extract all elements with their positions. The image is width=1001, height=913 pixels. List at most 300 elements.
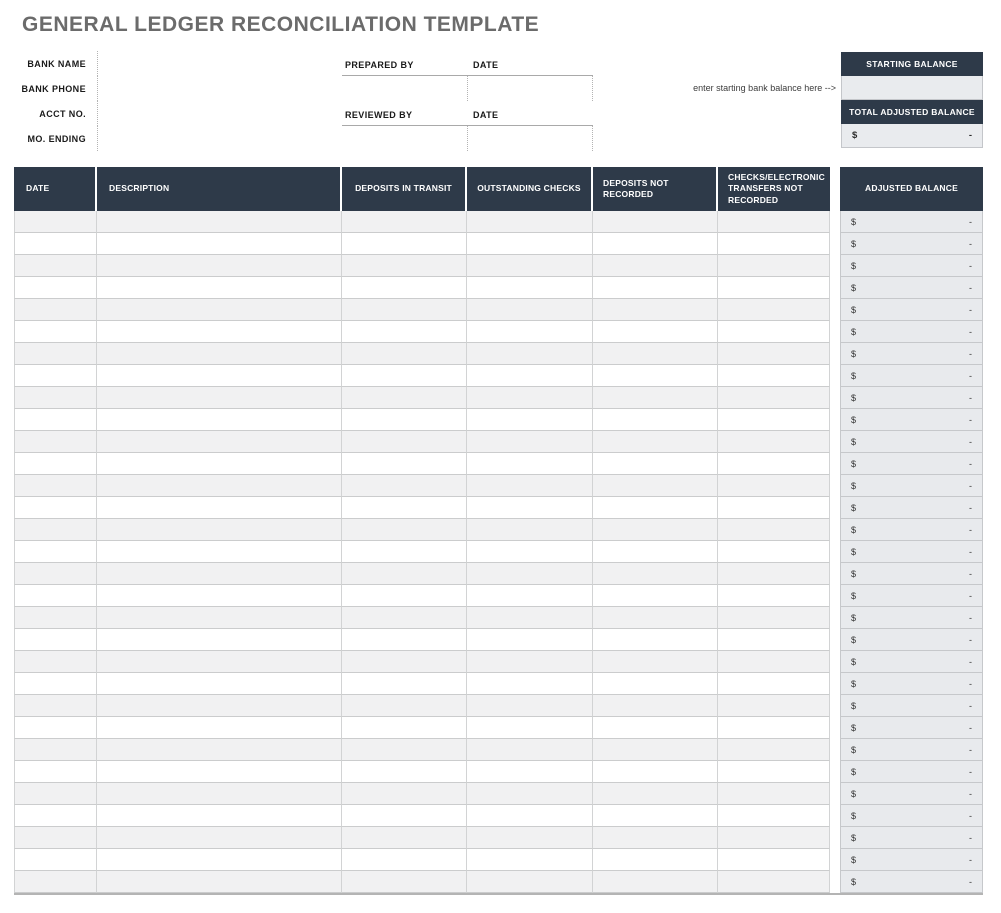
currency-symbol: $ (851, 788, 857, 799)
ledger-cell[interactable] (718, 211, 830, 233)
ledger-cell[interactable] (467, 585, 593, 607)
ledger-cell[interactable] (342, 475, 467, 497)
ledger-cell[interactable] (593, 805, 718, 827)
ledger-cell[interactable] (342, 783, 467, 805)
adjusted-balance-cell (840, 585, 983, 607)
bank-name-label: BANK NAME (27, 58, 86, 69)
ledger-cell[interactable] (14, 475, 97, 497)
ledger-cell[interactable] (14, 585, 97, 607)
column-gap (830, 519, 840, 541)
adjusted-balance-cell (840, 453, 983, 475)
ledger-cell[interactable] (467, 343, 593, 365)
adjusted-balance-value: - (969, 700, 972, 711)
bank-phone-input[interactable] (98, 76, 340, 101)
column-gap (830, 871, 840, 893)
ledger-cell[interactable] (718, 695, 830, 717)
ledger-cell[interactable] (342, 211, 467, 233)
ledger-cell[interactable] (593, 651, 718, 673)
ledger-cell[interactable] (467, 541, 593, 563)
ledger-cell[interactable] (97, 695, 342, 717)
ledger-cell[interactable] (97, 651, 342, 673)
ledger-cell[interactable] (97, 585, 342, 607)
adjusted-balance-value: - (969, 854, 972, 865)
table-row (14, 563, 983, 585)
ledger-cell[interactable] (593, 607, 718, 629)
ledger-cell[interactable] (467, 717, 593, 739)
column-gap (830, 167, 840, 211)
column-gap (830, 497, 840, 519)
ledger-cell[interactable] (342, 299, 467, 321)
adjusted-balance-cell (840, 629, 983, 651)
ledger-cell[interactable] (14, 695, 97, 717)
reviewed-by-label: REVIEWED BY (345, 110, 413, 120)
prepared-date-input[interactable] (468, 76, 593, 101)
ledger-cell[interactable] (467, 233, 593, 255)
ledger-cell[interactable] (14, 761, 97, 783)
ledger-cell[interactable] (718, 431, 830, 453)
adjusted-balance-cell (840, 783, 983, 805)
adjusted-balance-value: - (969, 348, 972, 359)
ledger-cell[interactable] (342, 827, 467, 849)
prepared-date-label: DATE (473, 60, 499, 70)
column-gap (830, 827, 840, 849)
adjusted-balance-cell (840, 541, 983, 563)
ledger-cell[interactable] (718, 365, 830, 387)
ledger-cell[interactable] (14, 343, 97, 365)
ledger-cell[interactable] (593, 761, 718, 783)
currency-symbol: $ (851, 458, 857, 469)
ledger-cell[interactable] (342, 497, 467, 519)
ledger-cell[interactable] (342, 871, 467, 893)
ledger-cell[interactable] (467, 475, 593, 497)
ledger-cell[interactable] (593, 717, 718, 739)
column-gap (830, 761, 840, 783)
table-row (14, 387, 983, 409)
adjusted-balance-value: - (969, 480, 972, 491)
ledger-cell[interactable] (97, 673, 342, 695)
ledger-cell[interactable] (467, 211, 593, 233)
column-gap (830, 255, 840, 277)
currency-symbol: $ (851, 810, 857, 821)
table-row (14, 497, 983, 519)
ledger-cell[interactable] (14, 563, 97, 585)
ledger-cell[interactable] (97, 827, 342, 849)
ledger-cell[interactable] (718, 673, 830, 695)
total-adjusted-balance-cell (841, 124, 983, 148)
ledger-cell[interactable] (14, 453, 97, 475)
column-header-adjusted-balance: ADJUSTED BALANCE (840, 167, 983, 211)
ledger-cell[interactable] (342, 233, 467, 255)
ledger-cell[interactable] (467, 673, 593, 695)
ledger-cell[interactable] (467, 365, 593, 387)
adjusted-balance-value: - (969, 568, 972, 579)
currency-symbol: $ (851, 854, 857, 865)
ledger-cell[interactable] (14, 519, 97, 541)
ledger-cell[interactable] (97, 277, 342, 299)
ledger-cell[interactable] (467, 827, 593, 849)
ledger-cell[interactable] (718, 761, 830, 783)
ledger-cell[interactable] (593, 585, 718, 607)
ledger-cell[interactable] (718, 497, 830, 519)
ledger-cell[interactable] (97, 343, 342, 365)
ledger-cell[interactable] (97, 431, 342, 453)
ledger-cell[interactable] (467, 783, 593, 805)
ledger-cell[interactable] (14, 541, 97, 563)
ledger-body (14, 211, 983, 895)
adjusted-balance-cell (840, 299, 983, 321)
column-gap (830, 783, 840, 805)
ledger-cell[interactable] (593, 541, 718, 563)
ledger-cell[interactable] (97, 739, 342, 761)
ledger-cell[interactable] (14, 673, 97, 695)
ledger-cell[interactable] (718, 541, 830, 563)
ledger-cell[interactable] (593, 453, 718, 475)
adjusted-balance-value: - (969, 216, 972, 227)
table-row (14, 277, 983, 299)
ledger-cell[interactable] (718, 343, 830, 365)
table-row (14, 475, 983, 497)
ledger-cell[interactable] (593, 255, 718, 277)
ledger-cell[interactable] (342, 321, 467, 343)
prepared-by-group (342, 55, 593, 101)
reviewed-date-label: DATE (473, 110, 499, 120)
ledger-cell[interactable] (342, 431, 467, 453)
ledger-cell[interactable] (718, 629, 830, 651)
ledger-cell[interactable] (467, 299, 593, 321)
ledger-cell[interactable] (14, 277, 97, 299)
adjusted-balance-value: - (969, 590, 972, 601)
column-gap (830, 739, 840, 761)
column-gap (830, 299, 840, 321)
adjusted-balance-cell (840, 321, 983, 343)
ledger-cell[interactable] (467, 739, 593, 761)
ledger-cell[interactable] (593, 497, 718, 519)
ledger-cell[interactable] (718, 255, 830, 277)
ledger-cell[interactable] (718, 563, 830, 585)
ledger-cell[interactable] (718, 717, 830, 739)
ledger-cell[interactable] (718, 783, 830, 805)
table-row (14, 453, 983, 475)
adjusted-balance-cell (840, 409, 983, 431)
ledger-cell[interactable] (342, 585, 467, 607)
adjusted-balance-cell (840, 233, 983, 255)
ledger-cell[interactable] (593, 365, 718, 387)
ledger-cell[interactable] (593, 783, 718, 805)
ledger-cell[interactable] (467, 519, 593, 541)
ledger-cell[interactable] (14, 387, 97, 409)
adjusted-balance-value: - (969, 502, 972, 513)
ledger-cell[interactable] (593, 673, 718, 695)
mo-ending-input[interactable] (98, 126, 340, 151)
currency-symbol: $ (851, 678, 857, 689)
ledger-cell[interactable] (342, 695, 467, 717)
starting-balance-header: STARTING BALANCE (841, 52, 983, 76)
ledger-cell[interactable] (97, 541, 342, 563)
ledger-cell[interactable] (342, 607, 467, 629)
ledger-cell[interactable] (467, 255, 593, 277)
adjusted-balance-cell (840, 343, 983, 365)
ledger-cell[interactable] (14, 629, 97, 651)
ledger-cell[interactable] (467, 497, 593, 519)
ledger-cell[interactable] (14, 607, 97, 629)
column-header-date: DATE (14, 167, 97, 211)
ledger-cell[interactable] (342, 673, 467, 695)
column-gap (830, 695, 840, 717)
ledger-cell[interactable] (467, 871, 593, 893)
adjusted-balance-cell (840, 761, 983, 783)
ledger-cell[interactable] (342, 739, 467, 761)
ledger-cell[interactable] (718, 651, 830, 673)
ledger-cell[interactable] (97, 761, 342, 783)
column-gap (830, 475, 840, 497)
dotted-divider (86, 126, 98, 151)
ledger-cell[interactable] (97, 629, 342, 651)
ledger-cell[interactable] (593, 827, 718, 849)
ledger-cell[interactable] (14, 431, 97, 453)
ledger-cell[interactable] (467, 453, 593, 475)
ledger-cell[interactable] (97, 299, 342, 321)
ledger-cell[interactable] (593, 695, 718, 717)
ledger-cell[interactable] (593, 563, 718, 585)
ledger-cell[interactable] (593, 211, 718, 233)
ledger-cell[interactable] (467, 761, 593, 783)
ledger-cell[interactable] (14, 321, 97, 343)
currency-symbol: $ (851, 348, 857, 359)
currency-symbol: $ (851, 656, 857, 667)
ledger-cell[interactable] (593, 629, 718, 651)
table-row (14, 739, 983, 761)
ledger-cell[interactable] (718, 299, 830, 321)
ledger-cell[interactable] (14, 871, 97, 893)
ledger-cell[interactable] (593, 739, 718, 761)
ledger-cell[interactable] (467, 651, 593, 673)
ledger-cell[interactable] (97, 387, 342, 409)
ledger-cell[interactable] (718, 277, 830, 299)
ledger-cell[interactable] (97, 409, 342, 431)
ledger-cell[interactable] (718, 849, 830, 871)
adjusted-balance-value: - (969, 326, 972, 337)
ledger-cell[interactable] (342, 563, 467, 585)
ledger-cell[interactable] (467, 321, 593, 343)
adjusted-balance-cell (840, 695, 983, 717)
ledger-cell[interactable] (14, 717, 97, 739)
column-gap (830, 805, 840, 827)
total-adjusted-balance-value: - (968, 130, 972, 141)
ledger-cell[interactable] (97, 365, 342, 387)
ledger-cell[interactable] (14, 783, 97, 805)
ledger-cell[interactable] (718, 827, 830, 849)
table-row (14, 673, 983, 695)
reviewed-by-input[interactable] (342, 126, 468, 151)
adjusted-balance-cell (840, 607, 983, 629)
ledger-cell[interactable] (14, 233, 97, 255)
ledger-cell[interactable] (97, 805, 342, 827)
ledger-cell[interactable] (14, 827, 97, 849)
ledger-cell[interactable] (718, 871, 830, 893)
ledger-cell[interactable] (14, 299, 97, 321)
table-row (14, 805, 983, 827)
adjusted-balance-value: - (969, 810, 972, 821)
ledger-cell[interactable] (14, 849, 97, 871)
ledger-cell[interactable] (342, 805, 467, 827)
ledger-cell[interactable] (342, 365, 467, 387)
ledger-cell[interactable] (467, 805, 593, 827)
ledger-cell[interactable] (97, 255, 342, 277)
ledger-cell[interactable] (593, 233, 718, 255)
currency-symbol: $ (851, 568, 857, 579)
ledger-cell[interactable] (342, 409, 467, 431)
ledger-cell[interactable] (593, 519, 718, 541)
currency-symbol: $ (851, 546, 857, 557)
ledger-cell[interactable] (97, 211, 342, 233)
ledger-cell[interactable] (718, 409, 830, 431)
ledger-cell[interactable] (718, 475, 830, 497)
ledger-cell[interactable] (342, 629, 467, 651)
ledger-cell[interactable] (342, 255, 467, 277)
ledger-cell[interactable] (593, 871, 718, 893)
reviewed-date-input[interactable] (468, 126, 593, 151)
adjusted-balance-cell (840, 497, 983, 519)
column-gap (830, 717, 840, 739)
ledger-cell[interactable] (342, 343, 467, 365)
ledger-cell[interactable] (718, 805, 830, 827)
ledger-cell[interactable] (467, 431, 593, 453)
ledger-cell[interactable] (467, 849, 593, 871)
ledger-cell[interactable] (97, 563, 342, 585)
column-header-deposits-not-recorded: DEPOSITS NOT RECORDED (593, 167, 718, 211)
starting-balance-input[interactable] (841, 76, 983, 100)
ledger-cell[interactable] (97, 321, 342, 343)
table-row (14, 233, 983, 255)
table-row (14, 827, 983, 849)
ledger-cell[interactable] (342, 541, 467, 563)
ledger-cell[interactable] (718, 739, 830, 761)
currency-symbol: $ (851, 480, 857, 491)
ledger-cell[interactable] (14, 497, 97, 519)
bank-info-block (0, 51, 340, 151)
dotted-divider (86, 51, 98, 76)
ledger-cell[interactable] (467, 629, 593, 651)
ledger-cell[interactable] (14, 805, 97, 827)
ledger-cell[interactable] (97, 607, 342, 629)
ledger-cell[interactable] (342, 849, 467, 871)
ledger-cell[interactable] (593, 343, 718, 365)
table-row (14, 607, 983, 629)
table-row (14, 783, 983, 805)
ledger-cell[interactable] (467, 387, 593, 409)
ledger-cell[interactable] (342, 277, 467, 299)
prepared-by-input[interactable] (342, 76, 468, 101)
ledger-cell[interactable] (342, 717, 467, 739)
ledger-cell[interactable] (718, 321, 830, 343)
adjusted-balance-value: - (969, 876, 972, 887)
adjusted-balance-cell (840, 827, 983, 849)
ledger-cell[interactable] (97, 717, 342, 739)
starting-balance-hint: enter starting bank balance here --> (693, 83, 836, 93)
currency-symbol: $ (851, 282, 857, 293)
column-gap (830, 673, 840, 695)
table-row (14, 431, 983, 453)
ledger-cell[interactable] (593, 849, 718, 871)
ledger-cell[interactable] (97, 497, 342, 519)
ledger-cell[interactable] (97, 233, 342, 255)
currency-symbol: $ (852, 130, 858, 141)
ledger-cell[interactable] (14, 255, 97, 277)
column-gap (830, 541, 840, 563)
ledger-cell[interactable] (14, 739, 97, 761)
ledger-cell[interactable] (14, 651, 97, 673)
ledger-cell[interactable] (718, 453, 830, 475)
ledger-cell[interactable] (342, 761, 467, 783)
adjusted-balance-value: - (969, 304, 972, 315)
ledger-cell[interactable] (342, 651, 467, 673)
acct-no-input[interactable] (98, 101, 340, 126)
adjusted-balance-cell (840, 849, 983, 871)
ledger-cell[interactable] (342, 387, 467, 409)
adjusted-balance-value: - (969, 436, 972, 447)
ledger-cell[interactable] (97, 519, 342, 541)
ledger-cell[interactable] (342, 519, 467, 541)
adjusted-balance-value: - (969, 744, 972, 755)
adjusted-balance-cell (840, 739, 983, 761)
ledger-cell[interactable] (718, 233, 830, 255)
table-row (14, 717, 983, 739)
ledger-cell[interactable] (467, 563, 593, 585)
ledger-cell[interactable] (593, 409, 718, 431)
adjusted-balance-cell (840, 717, 983, 739)
column-gap (830, 211, 840, 233)
ledger-cell[interactable] (97, 871, 342, 893)
currency-symbol: $ (851, 876, 857, 887)
ledger-cell[interactable] (593, 277, 718, 299)
ledger-cell[interactable] (467, 409, 593, 431)
column-gap (830, 629, 840, 651)
ledger-cell[interactable] (718, 585, 830, 607)
dotted-divider (86, 101, 98, 126)
ledger-cell[interactable] (14, 365, 97, 387)
ledger-cell[interactable] (97, 453, 342, 475)
ledger-cell[interactable] (593, 431, 718, 453)
adjusted-balance-cell (840, 475, 983, 497)
reviewed-by-group (342, 105, 593, 151)
ledger-cell[interactable] (593, 475, 718, 497)
ledger-cell[interactable] (718, 607, 830, 629)
ledger-cell[interactable] (467, 277, 593, 299)
column-gap (830, 651, 840, 673)
table-row (14, 761, 983, 783)
column-gap (830, 849, 840, 871)
adjusted-balance-value: - (969, 612, 972, 623)
table-row (14, 695, 983, 717)
ledger-cell[interactable] (97, 849, 342, 871)
ledger-cell[interactable] (467, 695, 593, 717)
ledger-cell[interactable] (342, 453, 467, 475)
ledger-cell[interactable] (718, 519, 830, 541)
currency-symbol: $ (851, 502, 857, 513)
ledger-cell[interactable] (593, 321, 718, 343)
ledger-cell[interactable] (467, 607, 593, 629)
ledger-cell[interactable] (593, 387, 718, 409)
bank-name-input[interactable] (98, 51, 340, 76)
ledger-cell[interactable] (14, 211, 97, 233)
ledger-cell[interactable] (718, 387, 830, 409)
ledger-cell[interactable] (593, 299, 718, 321)
adjusted-balance-value: - (969, 678, 972, 689)
ledger-cell[interactable] (97, 783, 342, 805)
ledger-cell[interactable] (97, 475, 342, 497)
ledger-cell[interactable] (14, 409, 97, 431)
adjusted-balance-value: - (969, 832, 972, 843)
